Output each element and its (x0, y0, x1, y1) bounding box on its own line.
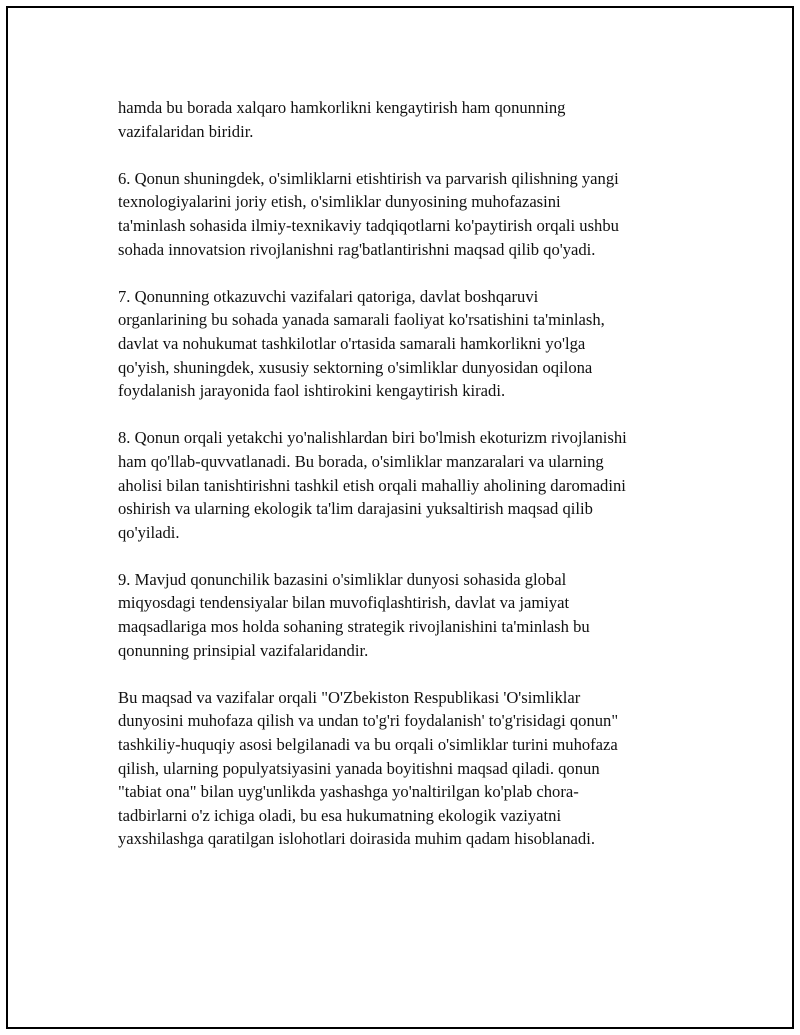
paragraph-conclusion: Bu maqsad va vazifalar orqali "O'Zbekiston Respublikasi 'O'simliklar dunyosini muhofaza qilish va undan to'g'ri foydalanish' to'g'risidagi qonun" tashkiliy-huquqiy asosi belgilanadi va bu orqali o'simliklar turini muhofaza qilish, ularning populyatsiyasini yanada boyitishni maqsad qiladi. qonun "tabiat ona" bilan uyg'unlikda yashashga yo'naltirilgan ko'plab chora- tadbirlarni o'z ichiga oladi, bu esa hukumatning ekologik vaziyatni yaxshilashga qaratilgan islohotlari doirasida muhim qadam hisoblanadi. (118, 687, 619, 849)
document-page (6, 6, 794, 1029)
paragraph-continuation: hamda bu borada xalqaro hamkorlikni kengaytirish ham qonunning vazifalaridan biridir. (118, 98, 566, 141)
paragraph-9: 9. Mavjud qonunchilik bazasini o'simliklar dunyosi sohasida global miqyosdagi tendensiyalar bilan muvofiqlashtirish, davlat va jamiyat maqsadlariga mos holda sohaning strategik rivojlanishini ta'minlash bu qonunning prinsipial vazifalaridandir. (118, 569, 590, 660)
paragraph-6: 6. Qonun shuningdek, o'simliklarni etishtirish va parvarish qilishning yangi texnologiyalarini joriy etish, o'simliklar dunyosining muhofazasini ta'minlash sohasida ilmiy-texnikaviy tadqiqotlarni ko'paytirish orqali ushbu sohada innovatsion rivojlanishni rag'batlantirishni maqsad qilib qo'yadi. (118, 168, 619, 259)
document-body (118, 96, 708, 851)
paragraph-7: 7. Qonunning otkazuvchi vazifalari qatoriga, davlat boshqaruvi organlarining bu sohada yanada samarali faoliyat ko'rsatishini ta'minlash, davlat va nohukumat tashkilotlar o'rtasida samarali hamkorlikni yo'lga qo'yish, shuningdek, xususiy sektorning o'simliklar dunyosidan oqilona foydalanish jarayonida faol ishtirokini kengaytirish kiradi. (118, 286, 605, 401)
paragraph-8: 8. Qonun orqali yetakchi yo'nalishlardan biri bo'lmish ekoturizm rivojlanishi ham qo'llab-quvvatlanadi. Bu borada, o'simliklar manzaralari va ularning aholisi bilan tanishtirishni tashkil etish orqali mahalliy aholining daromadini oshirish va ularning ekologik ta'lim darajasini yuksaltirish maqsad qilib qo'yiladi. (118, 428, 627, 542)
